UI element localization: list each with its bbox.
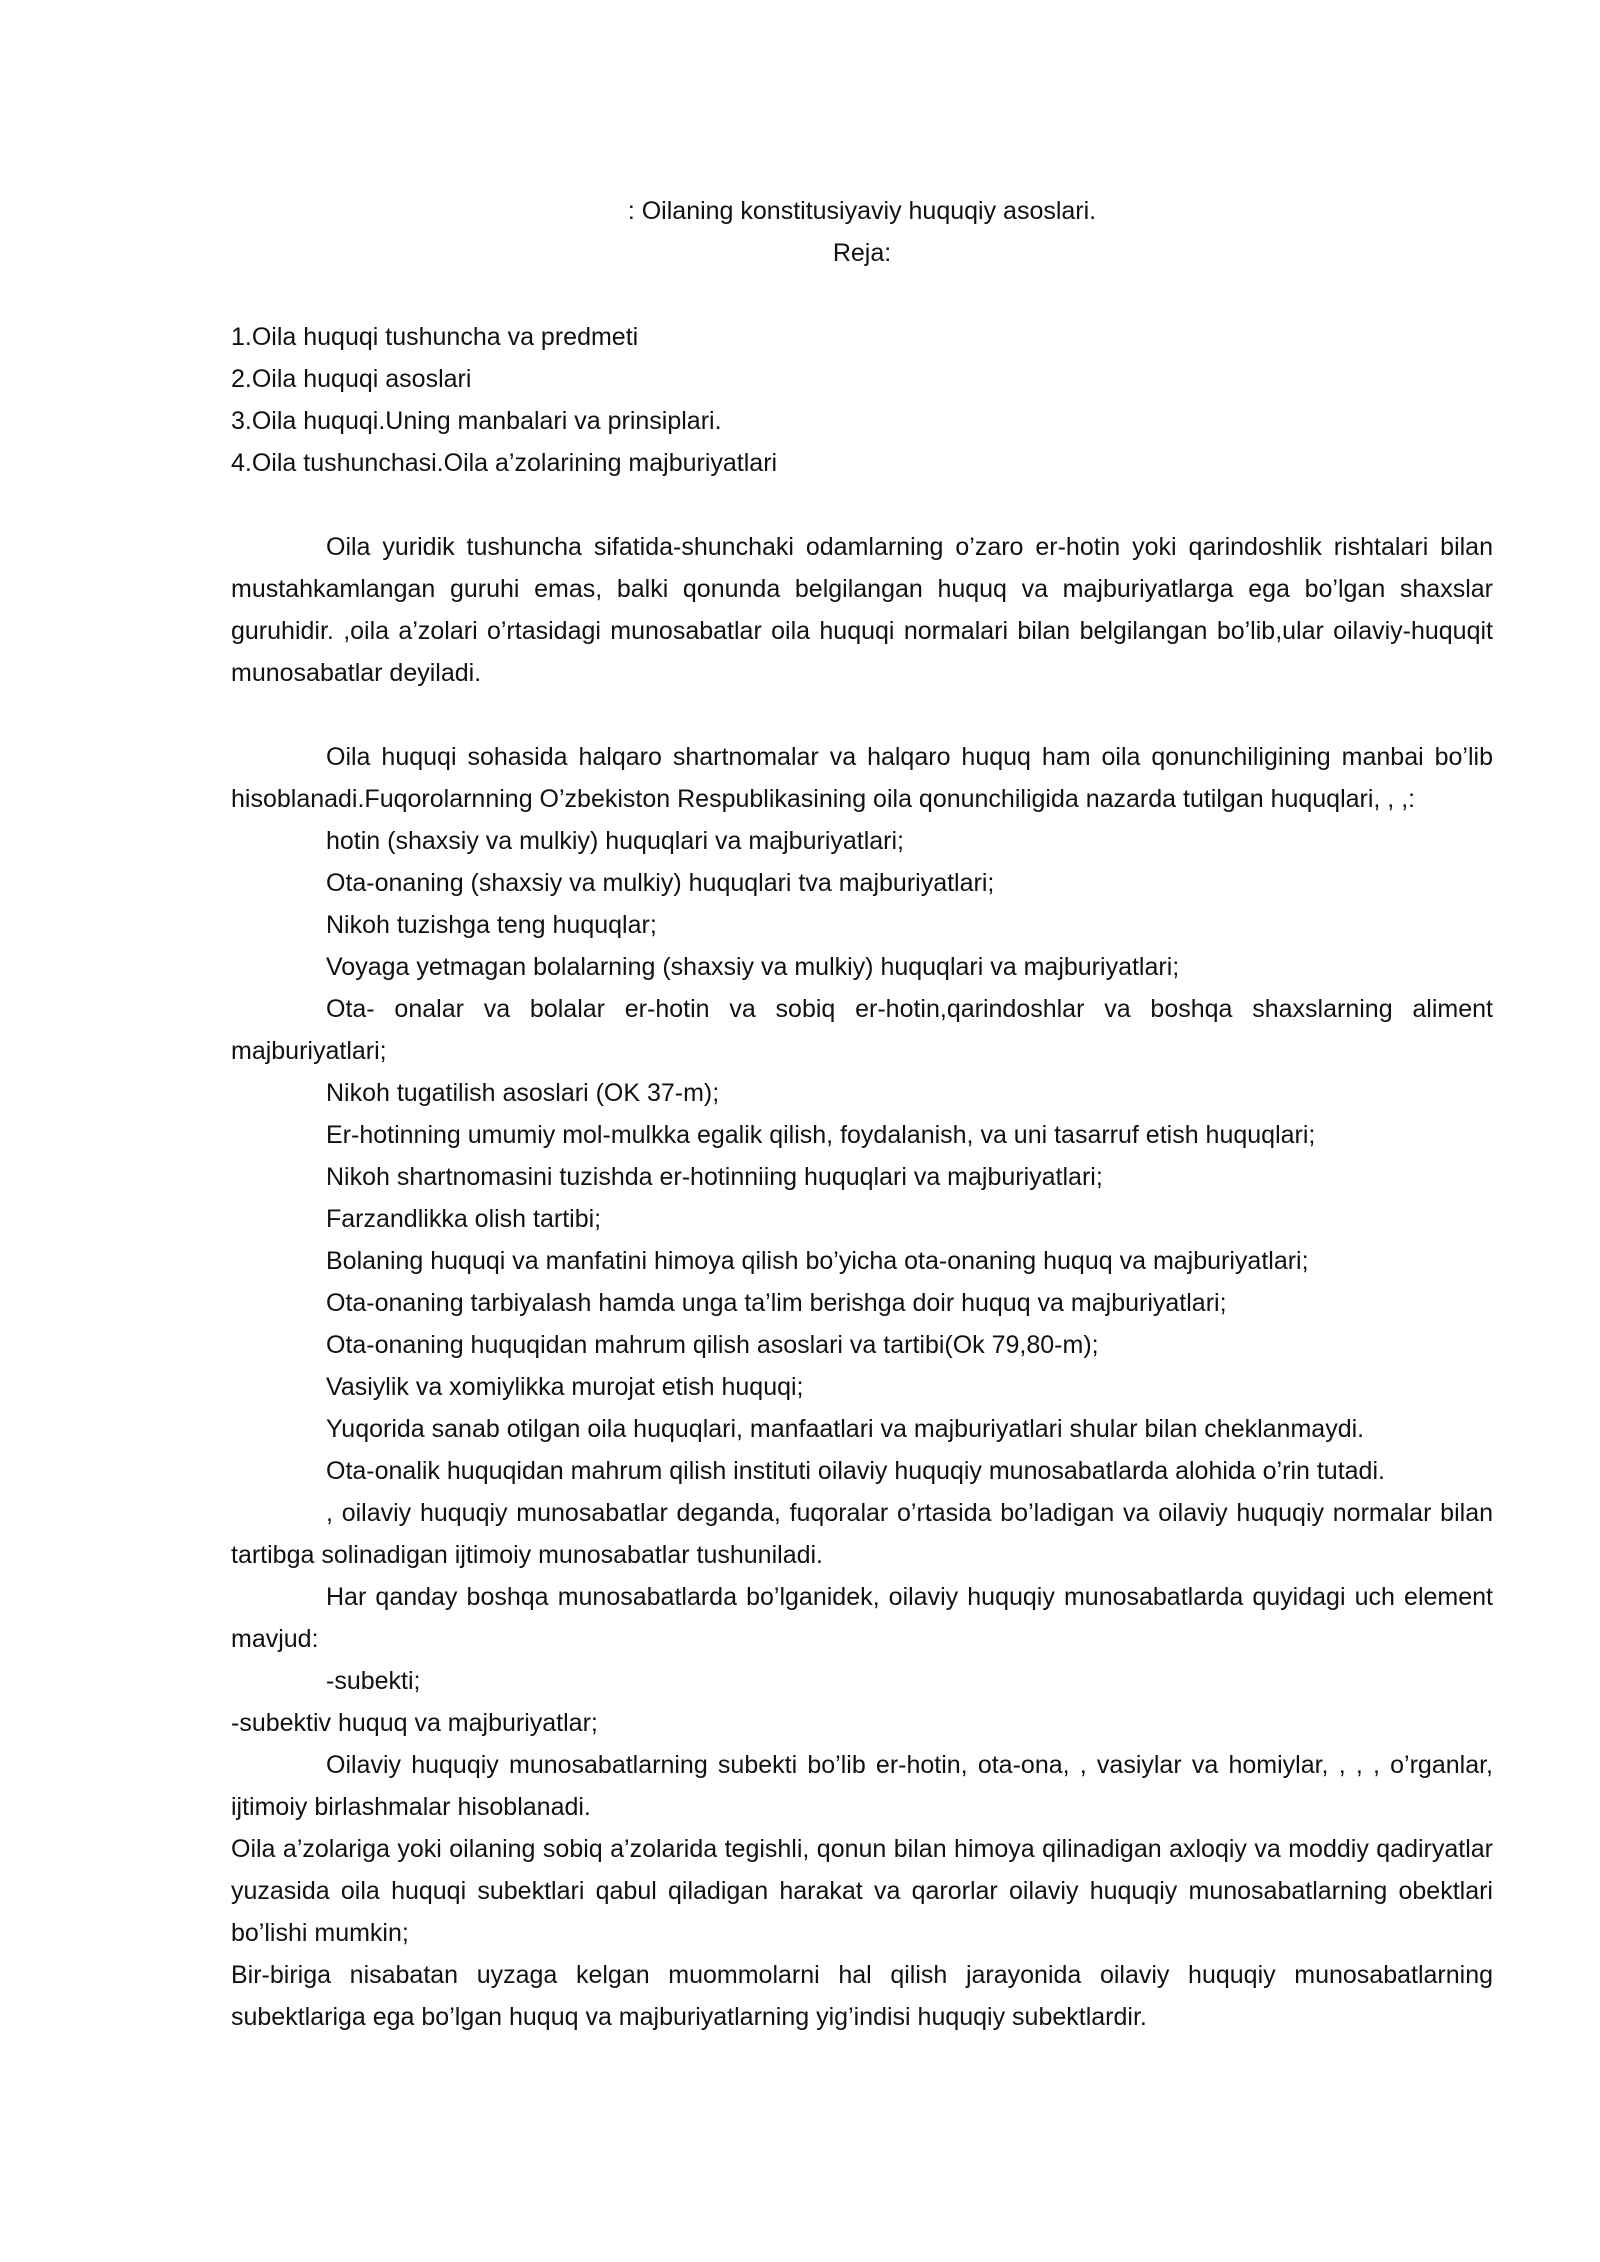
rights-item: Nikoh shartnomasini tuzishda er-hotinniing huquqlari va majburiyatlari; [326, 1163, 1103, 1191]
paragraph-deprivation: Ota-onalik huquqidan mahrum qilish instituti oilaviy huquqiy munosabatlarda alohida o’rin tutadi. [326, 1457, 1385, 1485]
element-item: -subekti; [326, 1667, 421, 1695]
document-title: : Oilaning konstitusiyaviy huquqiy asoslari. [627, 197, 1097, 225]
paragraph-international-law: Oila huquqi sohasida halqaro shartnomalar va halqaro huquq ham oila qonunchiligining manbai bo’lib hisoblanadi.Fuqorolarnning O’zbekiston Respublikasining oila qonunchiligida nazarda tutilgan huquqlari, , ,: [231, 743, 1493, 813]
rights-item: Farzandlikka olish tartibi; [326, 1205, 602, 1233]
paragraph-subjects: Oilaviy huquqiy munosabatlarning subekti bo’lib er-hotin, ota-ona, , vasiylar va homiylar, , , , o’rganlar, ijtimoiy birlashmalar hisoblanadi. [231, 1751, 1493, 1821]
paragraph-elements: Har qanday boshqa munosabatlarda bo’lganidek, oilaviy huquqiy munosabatlarda quyidagi uch element mavjud: [231, 1583, 1493, 1653]
rights-item: Bolaning huquqi va manfatini himoya qilish bo’yicha ota-onaning huquq va majburiyatlari; [326, 1247, 1309, 1275]
plan-heading: Reja: [832, 239, 892, 267]
paragraph-relations-definition: , oilaviy huquqiy munosabatlar deganda, fuqoralar o’rtasida bo’ladigan va oilaviy huquqiy normalar bilan tartibga solinadigan ijtimoiy munosabatlar tushuniladi. [231, 1499, 1493, 1569]
paragraph-objects: Oila a’zolariga yoki oilaning sobiq a’zolarida tegishli, qonun bilan himoya qilinadigan axloqiy va moddiy qadiryatlar yuzasida oila huquqi subektlari qabul qiladigan harakat va qarorlar oilaviy huquqiy munosabatlarning obektlari bo’lishi mumkin; [231, 1835, 1493, 1947]
element-item: -subektiv huquq va majburiyatlar; [231, 1709, 598, 1737]
rights-item: Ota-onaning huquqidan mahrum qilish asoslari va tartibi(Ok 79,80-m); [326, 1331, 1099, 1359]
plan-item: 1.Oila huquqi tushuncha va predmeti [231, 323, 639, 351]
paragraph-family-definition: Oila yuridik tushuncha sifatida-shunchaki odamlarning o’zaro er-hotin yoki qarindoshlik rishtalari bilan mustahkamlangan guruhi emas, balki qonunda belgilangan huquq va majburiyatlarga ega bo’lgan shaxslar guruhidir. ,oila a’zolari o’rtasidagi munosabatlar oila huquqi normalari bilan belgilangan bo’lib,ular oilaviy-huquqit munosabatlar deyiladi. [231, 533, 1493, 687]
rights-item: Nikoh tugatilish asoslari (OK 37-m); [326, 1079, 720, 1107]
plan-item: 3.Oila huquqi.Uning manbalari va prinsiplari. [231, 407, 722, 435]
rights-item: Voyaga yetmagan bolalarning (shaxsiy va mulkiy) huquqlari va majburiyatlari; [326, 953, 1180, 981]
rights-item: hotin (shaxsiy va mulkiy) huquqlari va majburiyatlari; [326, 827, 905, 855]
rights-item: Er-hotinning umumiy mol-mulkka egalik qilish, foydalanish, va uni tasarruf etish huquqlari; [326, 1121, 1316, 1149]
rights-item: Ota-onaning (shaxsiy va mulkiy) huquqlari tva majburiyatlari; [326, 869, 995, 897]
paragraph-subjective-rights: Bir-biriga nisabatan uyzaga kelgan muommolarni hal qilish jarayonida oilaviy huquqiy munosabatlarning subektlariga ega bo’lgan huquq va majburiyatlarning yig’indisi huquqiy subektlardir. [231, 1961, 1493, 2031]
plan-item: 2.Oila huquqi asoslari [231, 365, 472, 393]
document-page [231, 190, 1493, 2038]
rights-item: Vasiylik va xomiylikka murojat etish huquqi; [326, 1373, 804, 1401]
rights-item: Ota- onalar va bolalar er-hotin va sobiq er-hotin,qarindoshlar va boshqa shaxslarning aliment majburiyatlari; [231, 995, 1493, 1065]
rights-item: Ota-onaning tarbiyalash hamda unga ta’lim berishga doir huquq va majburiyatlari; [326, 1289, 1227, 1317]
plan-list [231, 316, 1493, 484]
rights-item: Yuqorida sanab otilgan oila huquqlari, manfaatlari va majburiyatlari shular bilan cheklanmaydi. [326, 1415, 1365, 1443]
rights-item: Nikoh tuzishga teng huquqlar; [326, 911, 657, 939]
plan-item: 4.Oila tushunchasi.Oila a’zolarining majburiyatlari [231, 449, 778, 477]
